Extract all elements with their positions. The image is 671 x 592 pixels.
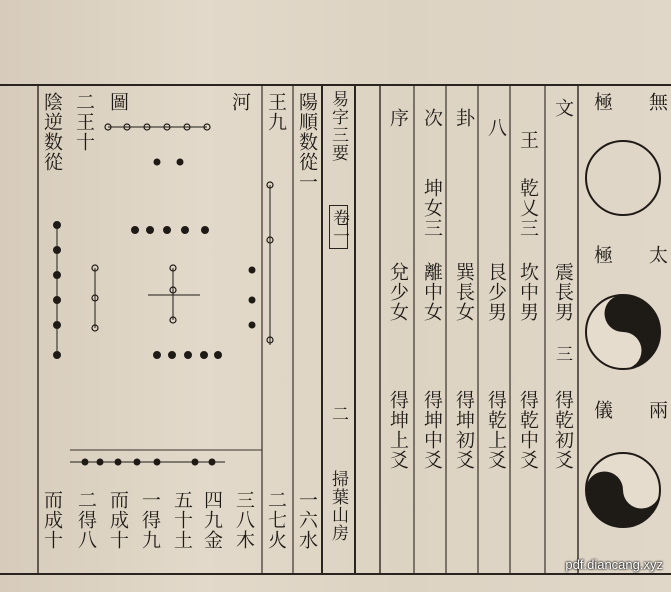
wang-jiu: 王九 (265, 92, 287, 132)
tu-label: 圖 (107, 92, 129, 112)
bottom-col-7: 而成十 (107, 490, 129, 550)
bottom-col-2: 二七火 (265, 490, 287, 550)
col-xu-bottom: 得坤上爻 (387, 390, 409, 470)
col-wang-top: 王 (517, 130, 539, 150)
col-ci-top: 次 (421, 108, 443, 128)
taiji-label-2: 極 (591, 245, 613, 265)
col-xun: 巽長女 (453, 262, 475, 322)
page-number: 二 (328, 405, 348, 423)
col-ba-top: 八 (485, 118, 507, 138)
yin-label: 陰逆数從 (41, 92, 63, 172)
bottom-col-9: 而成十 (41, 490, 63, 550)
col-wen-top: 文 (552, 98, 574, 118)
book-title: 易字三要 (328, 90, 348, 162)
col-zhen-san: 三 (552, 345, 572, 363)
col-kun: 坤女三 (421, 178, 443, 238)
col-xu-top: 序 (387, 108, 409, 128)
col-gua-bottom: 得坤初爻 (453, 390, 475, 470)
liangyi-label-2: 儀 (591, 400, 613, 420)
bottom-col-8: 二得八 (75, 490, 97, 550)
bottom-col-1: 一六水 (296, 490, 318, 550)
col-gua-top: 卦 (453, 108, 475, 128)
col-kan: 坎中男 (517, 262, 539, 322)
col-ba-bottom: 得乾上爻 (485, 390, 507, 470)
col-wen-bottom: 得乾初爻 (552, 390, 574, 470)
hetu-diagram (54, 124, 274, 465)
liangyi-label: 兩 (646, 400, 668, 420)
wuji-circle (586, 141, 660, 215)
col-li: 離中女 (421, 262, 443, 322)
bottom-col-6: 一得九 (139, 490, 161, 550)
col-wang-bottom: 得乾中爻 (517, 390, 539, 470)
col-gen: 艮少男 (485, 262, 507, 322)
taiji-label: 太 (646, 245, 668, 265)
col-qian: 乾乂三 (517, 178, 539, 238)
er-shi: 二王十 (73, 92, 95, 152)
publisher: 掃葉山房 (328, 470, 348, 542)
col-zhen: 震長男 (552, 262, 574, 322)
volume-label: 卷一 (329, 205, 348, 249)
bottom-col-3: 三八木 (233, 490, 255, 550)
col-ci-bottom: 得坤中爻 (421, 390, 443, 470)
col-dui: 兌少女 (387, 262, 409, 322)
wuji-label-2: 極 (591, 92, 613, 112)
wuji-label: 無 (646, 92, 668, 112)
bottom-col-5: 五十土 (171, 490, 193, 550)
he-label: 河 (229, 92, 251, 112)
bottom-col-4: 四九金 (201, 490, 223, 550)
yang-label: 陽順数從一 (296, 92, 318, 192)
watermark: pdf.diancang.xyz (565, 557, 663, 572)
